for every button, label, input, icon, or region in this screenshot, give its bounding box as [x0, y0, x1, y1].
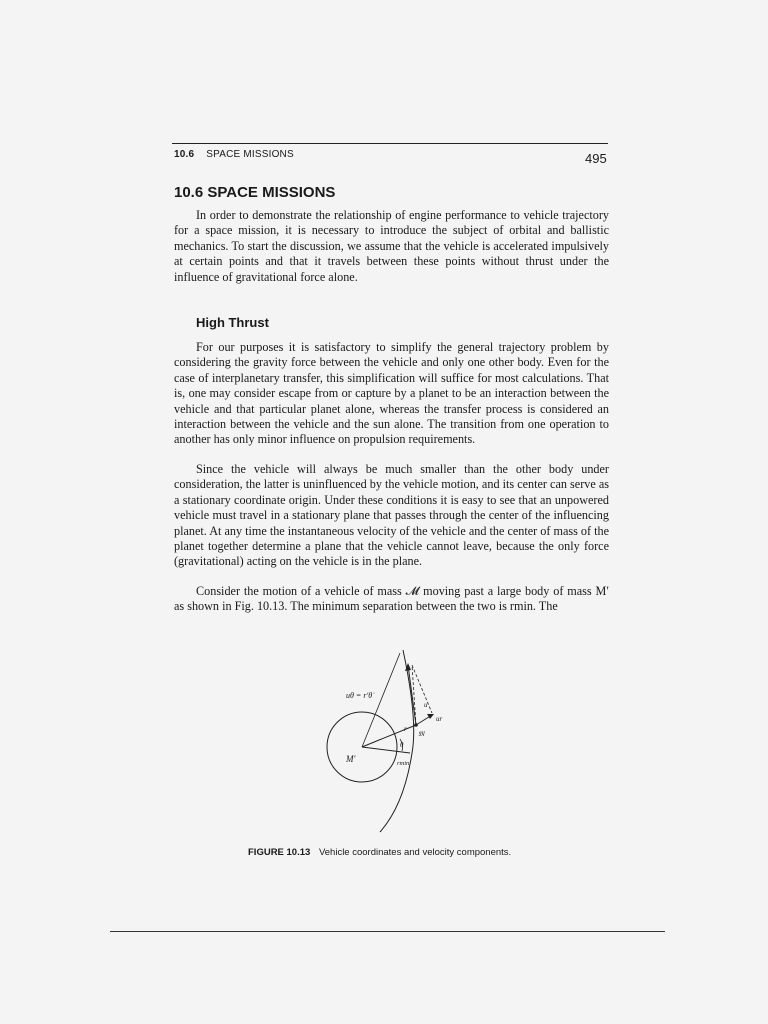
header-rule: [172, 143, 608, 144]
radius-vector: [362, 725, 416, 747]
caption-label: FIGURE 10.13: [248, 847, 311, 858]
figure-vehicle-coordinates: [300, 635, 470, 835]
running-head: [174, 149, 294, 160]
velocity-parallelogram-line: [412, 665, 432, 713]
running-head-section-name: SPACE MISSIONS: [206, 149, 294, 160]
page-number: 495: [585, 151, 607, 166]
scan-bottom-line: [110, 931, 665, 932]
subsection-title: High Thrust: [196, 315, 269, 330]
caption-text: Vehicle coordinates and velocity components.: [318, 847, 512, 858]
label-theta: θ: [400, 741, 404, 749]
paragraph-1: For our purposes it is satisfactory to simplify the general trajectory problem by considering the gravity force between the vehicle and only one other body. Even for the case of interplanetary transfer, this simplification will suffice for most calculations. That is, one may consider escape from or capture by a planet to be an interaction between the vehicle and that particular planet alone, whereas the transfer process is considered an interaction between the vehicle and the sun alone. The transition from one operation to another has only minor influence on propulsion requirements.: [174, 340, 609, 447]
intro-paragraph: In order to demonstrate the relationship of engine performance to vehicle trajectory for a space mission, it is necessary to introduce the subject of orbital and ballistic mechanics. To start the discussion, we assume that the vehicle is accelerated impulsively at certain points and that it travels between these points without thrust under the influence of gravitational force alone.: [174, 208, 609, 284]
u-r-arrowhead: [427, 714, 434, 719]
u-theta-vector: [408, 665, 416, 725]
label-vehicle-mass: 𝔐: [418, 730, 425, 738]
label-planet-mass: M′: [346, 754, 356, 764]
u-vector: [412, 665, 416, 725]
paragraph-3: Consider the motion of a vehicle of mass 𝓜 moving past a large body of mass M′ as shown in Fig. 10.13. The minimum separation between the two is rmin. The: [174, 584, 609, 614]
label-u-theta: uθ = r′θ̇: [346, 691, 373, 700]
vehicle-point: [414, 723, 418, 727]
label-u: u: [424, 701, 428, 709]
label-u-r: ur: [436, 715, 443, 723]
figure-caption: [248, 847, 511, 858]
section-title: 10.6 SPACE MISSIONS: [174, 184, 336, 201]
running-head-section-number: 10.6: [174, 149, 195, 160]
label-r-min: rmin: [397, 760, 410, 767]
paragraph-2: Since the vehicle will always be much smaller than the other body under consideration, the latter is uninfluenced by the vehicle motion, and its center can serve as a stationary coordinate origin. Under these conditions it is easy to see that an unpowered vehicle must travel in a stationary plane that passes through the center of the influencing planet. At any time the instantaneous velocity of the vehicle and the center of mass of the planet together determine a plane that the vehicle cannot leave, because the only force (gravitational) acting on the vehicle is in the plane.: [174, 462, 609, 569]
label-r: r: [404, 725, 407, 733]
